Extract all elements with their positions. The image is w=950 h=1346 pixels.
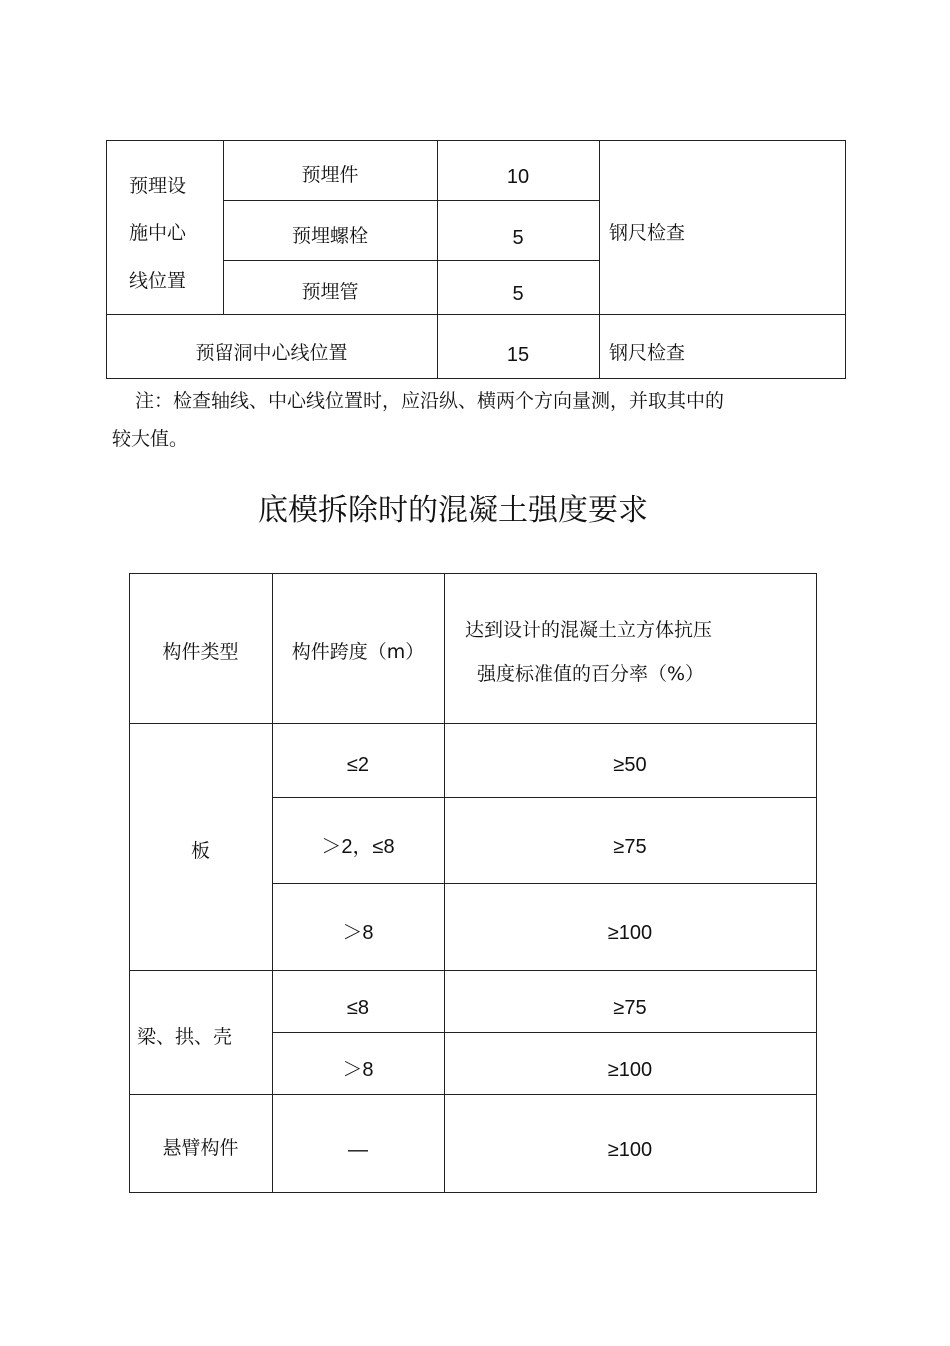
- note-line: 较大值。: [112, 428, 189, 450]
- table1-top-border: [106, 140, 846, 141]
- percent-cell: ≥75: [613, 836, 647, 858]
- section-title: 底模拆除时的混凝土强度要求: [258, 493, 648, 528]
- note-line: 注：检查轴线、中心线位置时，应沿纵、横两个方向量测，并取其中的: [135, 390, 725, 412]
- table1-row-divider: [223, 200, 600, 201]
- method-cell: 钢尺检查: [609, 222, 686, 244]
- item-cell: 预埋管: [301, 281, 359, 303]
- value-cell: 5: [512, 227, 524, 249]
- span-cell: ≤2: [346, 754, 370, 776]
- percent-cell: ≥100: [607, 922, 653, 944]
- group-label-line: 预理设: [129, 175, 187, 197]
- span-cell: ＞8: [342, 1059, 374, 1081]
- table2-row-divider: [272, 1032, 817, 1033]
- group-label-line: 线位置: [129, 270, 187, 292]
- table1-row-divider: [223, 260, 600, 261]
- table2-row-divider: [272, 883, 817, 884]
- type-cell: 悬臂构件: [162, 1137, 239, 1159]
- group-label-line: 施中心: [129, 222, 187, 244]
- item-cell: 预埋螺栓: [291, 225, 368, 247]
- table2-row-divider: [129, 970, 817, 971]
- span-cell: ≤8: [346, 997, 370, 1019]
- item-cell: 预埋件: [301, 164, 359, 186]
- percent-cell: ≥75: [613, 997, 647, 1019]
- table1-row-divider: [106, 314, 846, 315]
- table1-right-border: [845, 140, 846, 379]
- header-percent-line: 强度标准值的百分率（%）: [477, 663, 705, 685]
- header-span: 构件跨度（m）: [291, 641, 425, 663]
- percent-cell: ≥100: [607, 1139, 653, 1161]
- table2-row-divider: [129, 723, 817, 724]
- header-percent-line: 达到设计的混凝土立方体抗压: [465, 619, 713, 641]
- item-cell: 预留洞中心线位置: [195, 342, 348, 364]
- table1-bottom-border: [106, 378, 846, 379]
- span-cell: —: [348, 1139, 368, 1161]
- method-cell: 钢尺检查: [609, 342, 686, 364]
- value-cell: 15: [506, 344, 530, 366]
- span-cell: ＞2，≤8: [321, 836, 395, 858]
- type-cell: 板: [190, 840, 210, 862]
- table2-bottom-border: [129, 1192, 817, 1193]
- table2-row-divider: [272, 797, 817, 798]
- percent-cell: ≥100: [607, 1059, 653, 1081]
- table2-top-border: [129, 573, 817, 574]
- value-cell: 10: [506, 166, 530, 188]
- type-cell: 梁、拱、壳: [137, 1026, 233, 1048]
- span-cell: ＞8: [342, 922, 374, 944]
- value-cell: 5: [512, 283, 524, 305]
- table2-row-divider: [129, 1094, 817, 1095]
- table2-left-border: [129, 573, 130, 1193]
- percent-cell: ≥50: [613, 754, 647, 776]
- header-type: 构件类型: [162, 641, 239, 663]
